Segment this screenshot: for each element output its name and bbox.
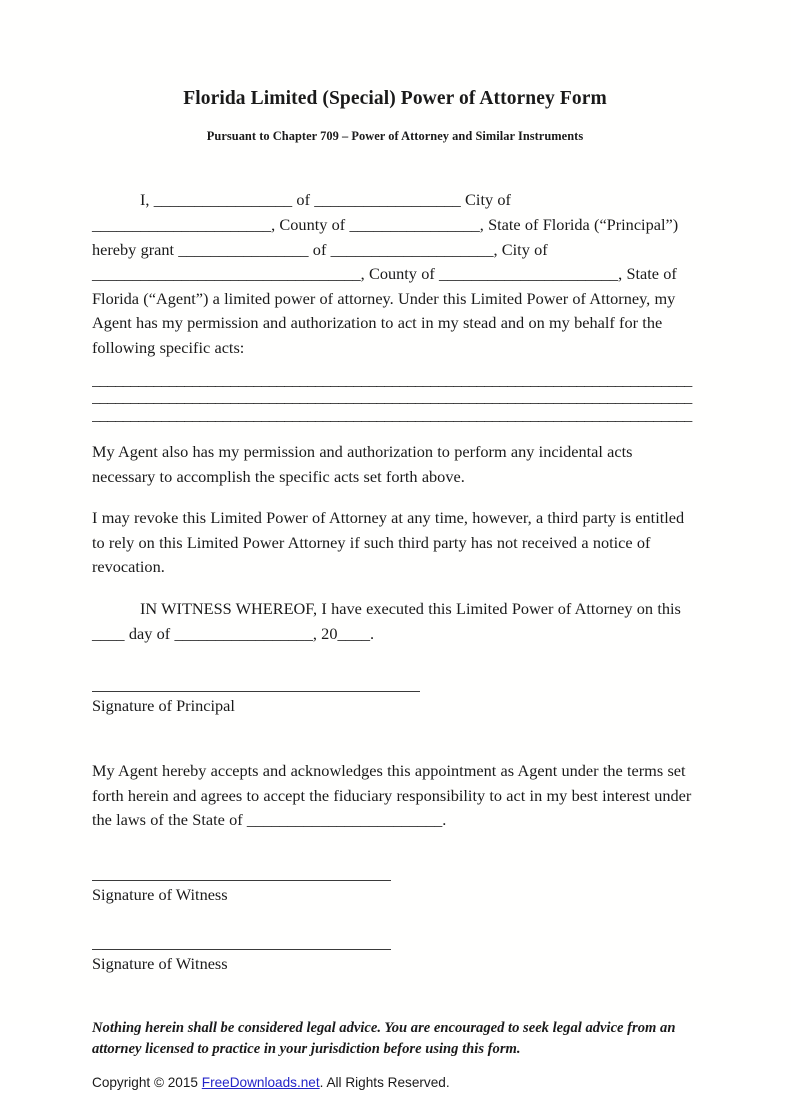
witness-signature-label: Signature of Witness [92,885,228,905]
copyright-notice [92,1060,698,1093]
principal-signature-label: Signature of Principal [92,696,235,716]
specific-acts-blank-lines [92,361,698,424]
witness-whereof-paragraph [92,580,698,646]
copyright-suffix: . All Rights Reserved. [319,1075,450,1091]
page-title: Florida Limited (Special) Power of Attorney Form [183,88,607,109]
spacer [92,906,698,949]
principal-signature-block [92,691,698,717]
witness-signature-label: Signature of Witness [92,954,228,974]
agent-acceptance-paragraph: My Agent hereby accepts and acknowledges this appointment as Agent under the terms set forth herein and agrees to accept the fiduciary responsibility to act in my best interest under the laws of the State of ________________________. [92,761,692,830]
witness-signature-block-1 [92,880,698,906]
copyright-prefix: Copyright © 2015 [92,1075,202,1091]
document-content [92,0,698,1093]
freedownloads-link[interactable]: FreeDownloads.net [201,1075,320,1091]
blank-line[interactable]: ______________________________________________________________________________ [92,388,692,406]
revocation-paragraph: I may revoke this Limited Power of Attorney at any time, however, a third party is entitled to rely on this Limited Power Attorney if such third party has not received a notice of revocation. [92,508,685,577]
witness-signature-block-2 [92,949,698,975]
page-subtitle: Pursuant to Chapter 709 – Power of Attorney and Similar Instruments [206,129,584,144]
spacer [92,975,698,1018]
witness-whereof-text: IN WITNESS WHEREOF, I have executed this Limited Power of Attorney on this ____ day of _________________, 20____. [92,599,681,643]
incidental-acts-paragraph: My Agent also has my permission and authorization to perform any incidental acts necessary to accomplish the specific acts set forth above. [92,442,633,486]
spacer [92,646,698,691]
spacer [92,833,698,880]
opening-paragraph [92,144,698,360]
blank-line[interactable]: ______________________________________________________________________________ [92,405,692,424]
legal-disclaimer: Nothing herein shall be considered legal advice. You are encouraged to seek legal advice from an attorney licensed to practice in your jurisdiction before using this form. [92,1020,676,1058]
blank-line[interactable]: ______________________________________________________________________________ [92,370,692,389]
spacer [92,717,698,759]
opening-paragraph-text: I, _________________ of __________________ City of ______________________, County of ________________, State of Florida (“Principal”) hereby grant ________________ of ____________________, City of _________________________________, County of ______________________, State of Florida (“Agent”) a limited power of attorney. Under this Limited Power of Attorney, my Agent has my permission and authorization to act in my stead and on my behalf for the following specific acts: [92,190,679,357]
